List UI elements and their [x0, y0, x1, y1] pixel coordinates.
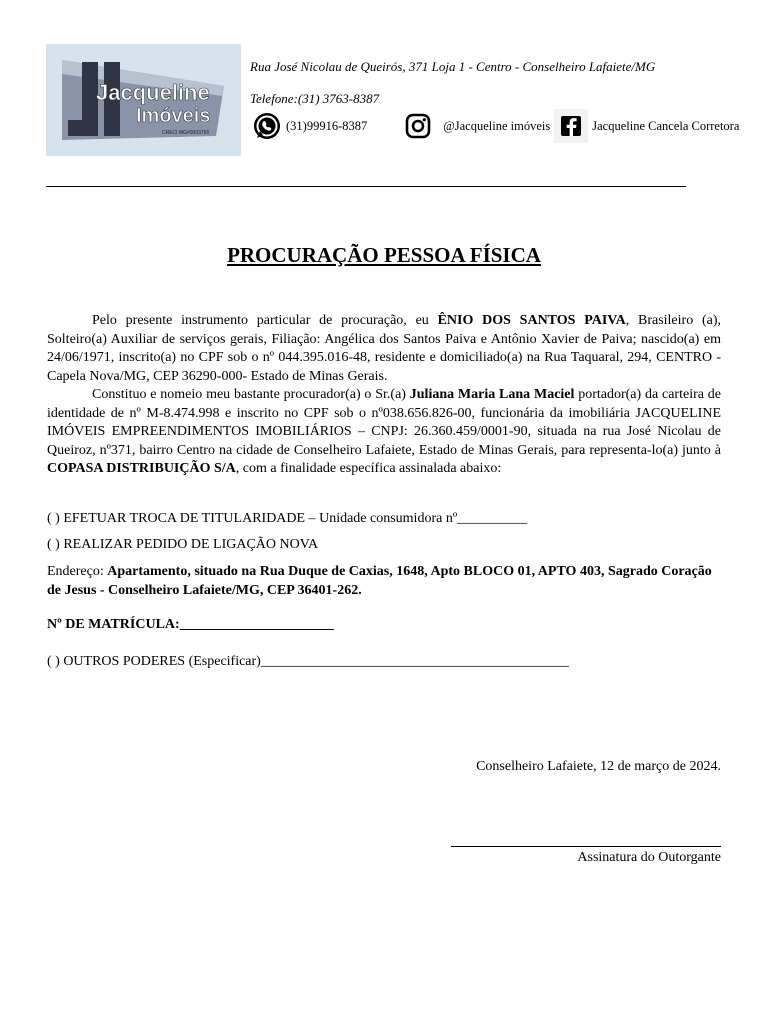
facebook-icon	[554, 109, 588, 143]
option-ownership-unit: Unidade consumidora nº__________	[315, 511, 528, 526]
option-new-connection[interactable]: ( ) REALIZAR PEDIDO DE LIGAÇÃO NOVA	[47, 537, 319, 552]
option-other-powers[interactable]: ( ) OUTROS PODERES (Especificar)____________________________________________	[47, 654, 569, 669]
body-paragraphs	[47, 312, 721, 479]
p1-text-a: Pelo presente instrumento particular de procuração, eu	[92, 313, 438, 328]
logo-name-line2: Imóveis	[136, 105, 211, 127]
document-title: PROCURAÇÃO PESSOA FÍSICA	[227, 243, 541, 267]
address-block	[47, 562, 727, 600]
company-name: COPASA DISTRIBUIÇÃO S/A	[47, 461, 236, 476]
date-line: Conselheiro Lafaiete, 12 de março de 2024.	[476, 759, 721, 774]
logo-name-line1: Jacqueline	[96, 80, 210, 105]
registration-number-field: Nº DE MATRÍCULA:______________________	[47, 617, 334, 632]
attorney-name: Juliana Maria Lana Maciel	[409, 387, 575, 402]
p1-text-b: , Brasileiro (a), Solteiro(a) Auxiliar de serviços gerais, Filiação: Angélica dos Santos Paiva e Antônio Xavier de Paiva; nascido(a) em 24/06/1971, inscrito(a) no CPF sob o nº 044.395.016-48, residente e domiciliado(a) na Rua Taquaral, 294, CENTRO - Capela Nova/MG, CEP 36290-000- Estado de Minas Gerais.	[47, 313, 722, 384]
logo-creci: CRECI MG#0003766	[162, 130, 210, 136]
instagram-handle[interactable]: @Jacqueline imóveis	[443, 118, 551, 133]
p2-text-a: Constituo e nomeio meu bastante procurador(a) o Sr.(a)	[92, 387, 410, 402]
p2-text-b: portador(a) da carteira de identidade de nº M-8.474.998 e inscrito no CPF sob o nº038.656.826-00, funcionária da imobiliária JACQUELINE IMÓVEIS EMPREENDIMENTOS IMOBILIÁRIOS – CNPJ: 26.360.459/0001-90, situada na rua José Nicolau de Queiroz, nº371, bairro Centro na cidade de Conselheiro Lafaiete, Estado de Minas Gerais, para representa-lo(a) junto à	[47, 387, 721, 458]
grantor-name: ÊNIO DOS SANTOS PAIVA	[437, 313, 626, 328]
address-value: Apartamento, situado na Rua Duque de Caxias, 1648, Apto BLOCO 01, APTO 403, Sagrado Coração de Jesus - Conselheiro Lafaiete/MG, CEP 36401-262.	[47, 564, 712, 598]
option-ownership-transfer[interactable]	[47, 511, 527, 527]
contact-row	[252, 108, 739, 144]
signature-label: Assinatura do Outorgante	[577, 850, 721, 865]
facebook-name[interactable]: Jacqueline Cancela Corretora	[592, 118, 740, 133]
address-label: Endereço:	[47, 564, 108, 579]
header-divider	[46, 186, 686, 187]
whatsapp-number[interactable]: (31)99916-8387	[286, 118, 368, 133]
whatsapp-icon	[252, 111, 282, 141]
paragraph-grantor	[47, 312, 721, 386]
header-address: Rua José Nicolau de Queirós, 371 Loja 1 - Centro - Conselheiro Lafaiete/MG	[250, 59, 656, 74]
logo-graphic	[46, 44, 241, 156]
instagram-icon	[405, 113, 431, 139]
option-ownership-label: ( ) EFETUAR TROCA DE TITULARIDADE –	[47, 511, 316, 526]
signature-line	[451, 846, 721, 847]
paragraph-attorney	[47, 386, 721, 479]
p2-text-c: , com a finalidade específica assinalada abaixo:	[235, 461, 502, 476]
header-telephone: Telefone:(31) 3763-8387	[250, 91, 380, 106]
company-logo	[46, 44, 241, 156]
